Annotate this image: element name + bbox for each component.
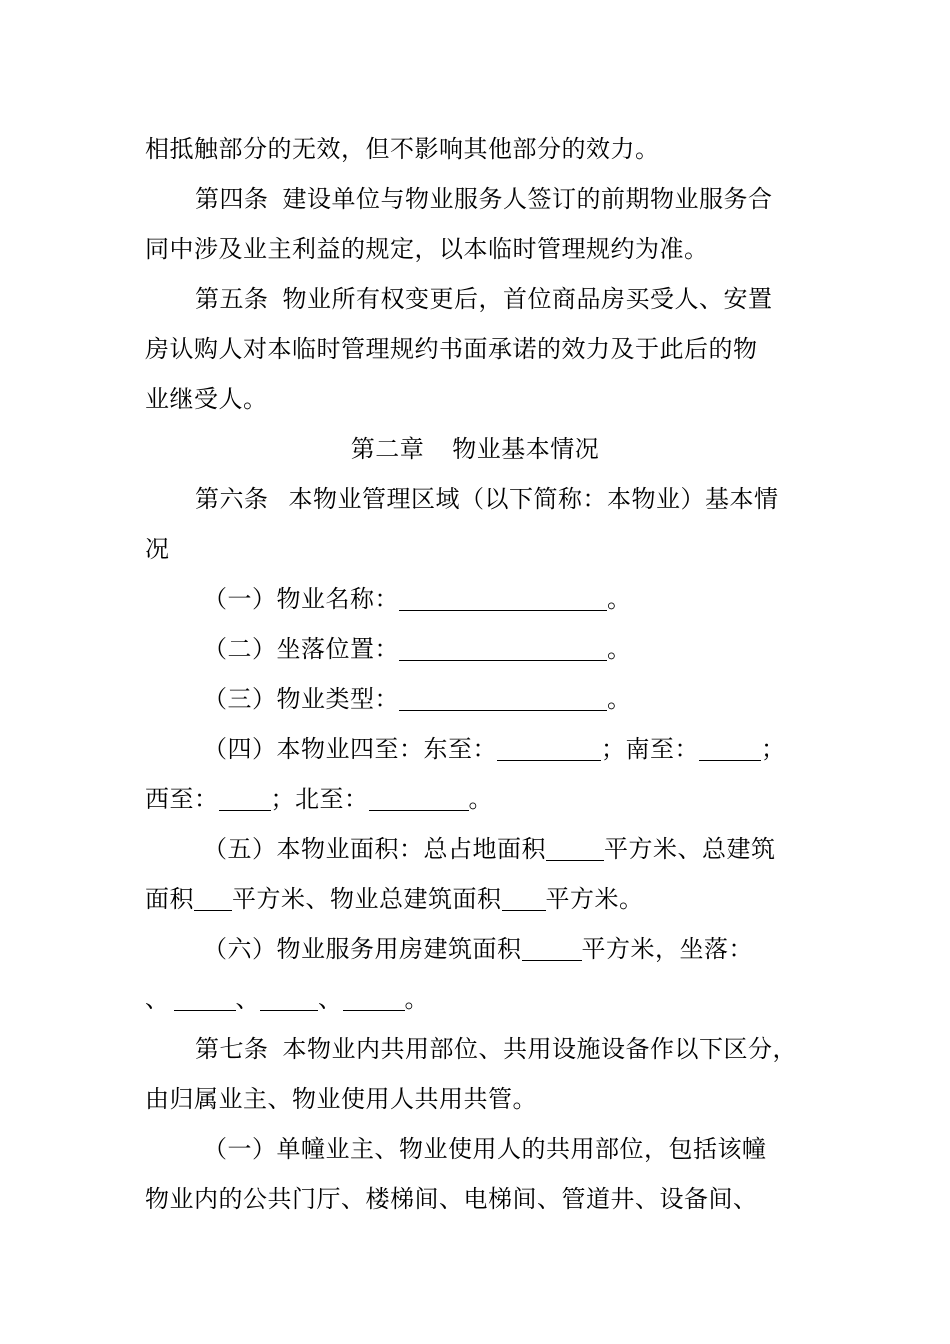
- fill-blank[interactable]: [399, 636, 607, 661]
- item-property-type: （三）物业类型： 。: [203, 685, 632, 713]
- fill-blank[interactable]: [174, 986, 236, 1011]
- fill-blank[interactable]: [502, 886, 546, 911]
- fill-blank[interactable]: [260, 986, 318, 1011]
- article-label: 第七条: [195, 1035, 269, 1063]
- item-location: （二）坐落位置： 。: [203, 635, 632, 663]
- fill-blank[interactable]: [194, 886, 232, 911]
- article-7-cont: 由归属业主、物业使用人共用共管。: [145, 1085, 537, 1113]
- chapter-heading: 第二章 物业基本情况: [350, 435, 600, 463]
- fill-blank[interactable]: [343, 986, 405, 1011]
- fill-blank[interactable]: [699, 736, 761, 761]
- item-property-name: （一）物业名称： 。: [203, 585, 632, 613]
- item-shared-parts: （一）单幢业主、物业使用人的共用部位，包括该幢: [203, 1135, 767, 1163]
- paragraph-line: 相抵触部分的无效，但不影响其他部分的效力。: [145, 135, 660, 163]
- article-4-cont: 同中涉及业主利益的规定，以本临时管理规约为准。: [145, 235, 709, 263]
- item-boundaries-cont: 西至： ；北至： 。: [145, 785, 493, 813]
- article-5-cont: 业继受人。: [145, 385, 268, 413]
- fill-blank[interactable]: [219, 786, 271, 811]
- article-6-cont: 况: [145, 535, 170, 563]
- item-service-room: （六）物业服务用房建筑面积 平方米，坐落：: [203, 935, 753, 963]
- fill-blank[interactable]: [399, 686, 607, 711]
- item-area: （五）本物业面积：总占地面积 平方米、总建筑: [203, 835, 776, 863]
- article-label: 第六条: [195, 485, 269, 513]
- article-4: 第四条 建设单位与物业服务人签订的前期物业服务合: [195, 185, 773, 213]
- item-shared-parts-cont: 物业内的公共门厅、楼梯间、电梯间、管道井、设备间、: [145, 1185, 758, 1213]
- fill-blank[interactable]: [369, 786, 469, 811]
- fill-blank[interactable]: [497, 736, 601, 761]
- article-label: 第四条: [195, 185, 269, 213]
- article-5-cont: 房认购人对本临时管理规约书面承诺的效力及于此后的物: [145, 335, 758, 363]
- fill-blank[interactable]: [399, 586, 607, 611]
- article-5: 第五条 物业所有权变更后，首位商品房买受人、安置: [195, 285, 773, 313]
- article-7: 第七条 本物业内共用部位、共用设施设备作以下区分，: [195, 1035, 797, 1063]
- fill-blank[interactable]: [522, 936, 582, 961]
- fill-blank[interactable]: [546, 836, 604, 861]
- item-service-room-cont: 、 、 、 。: [145, 985, 429, 1013]
- item-area-cont: 面积 平方米、物业总建筑面积 平方米。: [145, 885, 644, 913]
- item-boundaries: （四）本物业四至：东至： ；南至： ；: [203, 735, 786, 763]
- article-label: 第五条: [195, 285, 269, 313]
- article-6: 第六条 本物业管理区域（以下简称：本物业）基本情: [195, 485, 779, 513]
